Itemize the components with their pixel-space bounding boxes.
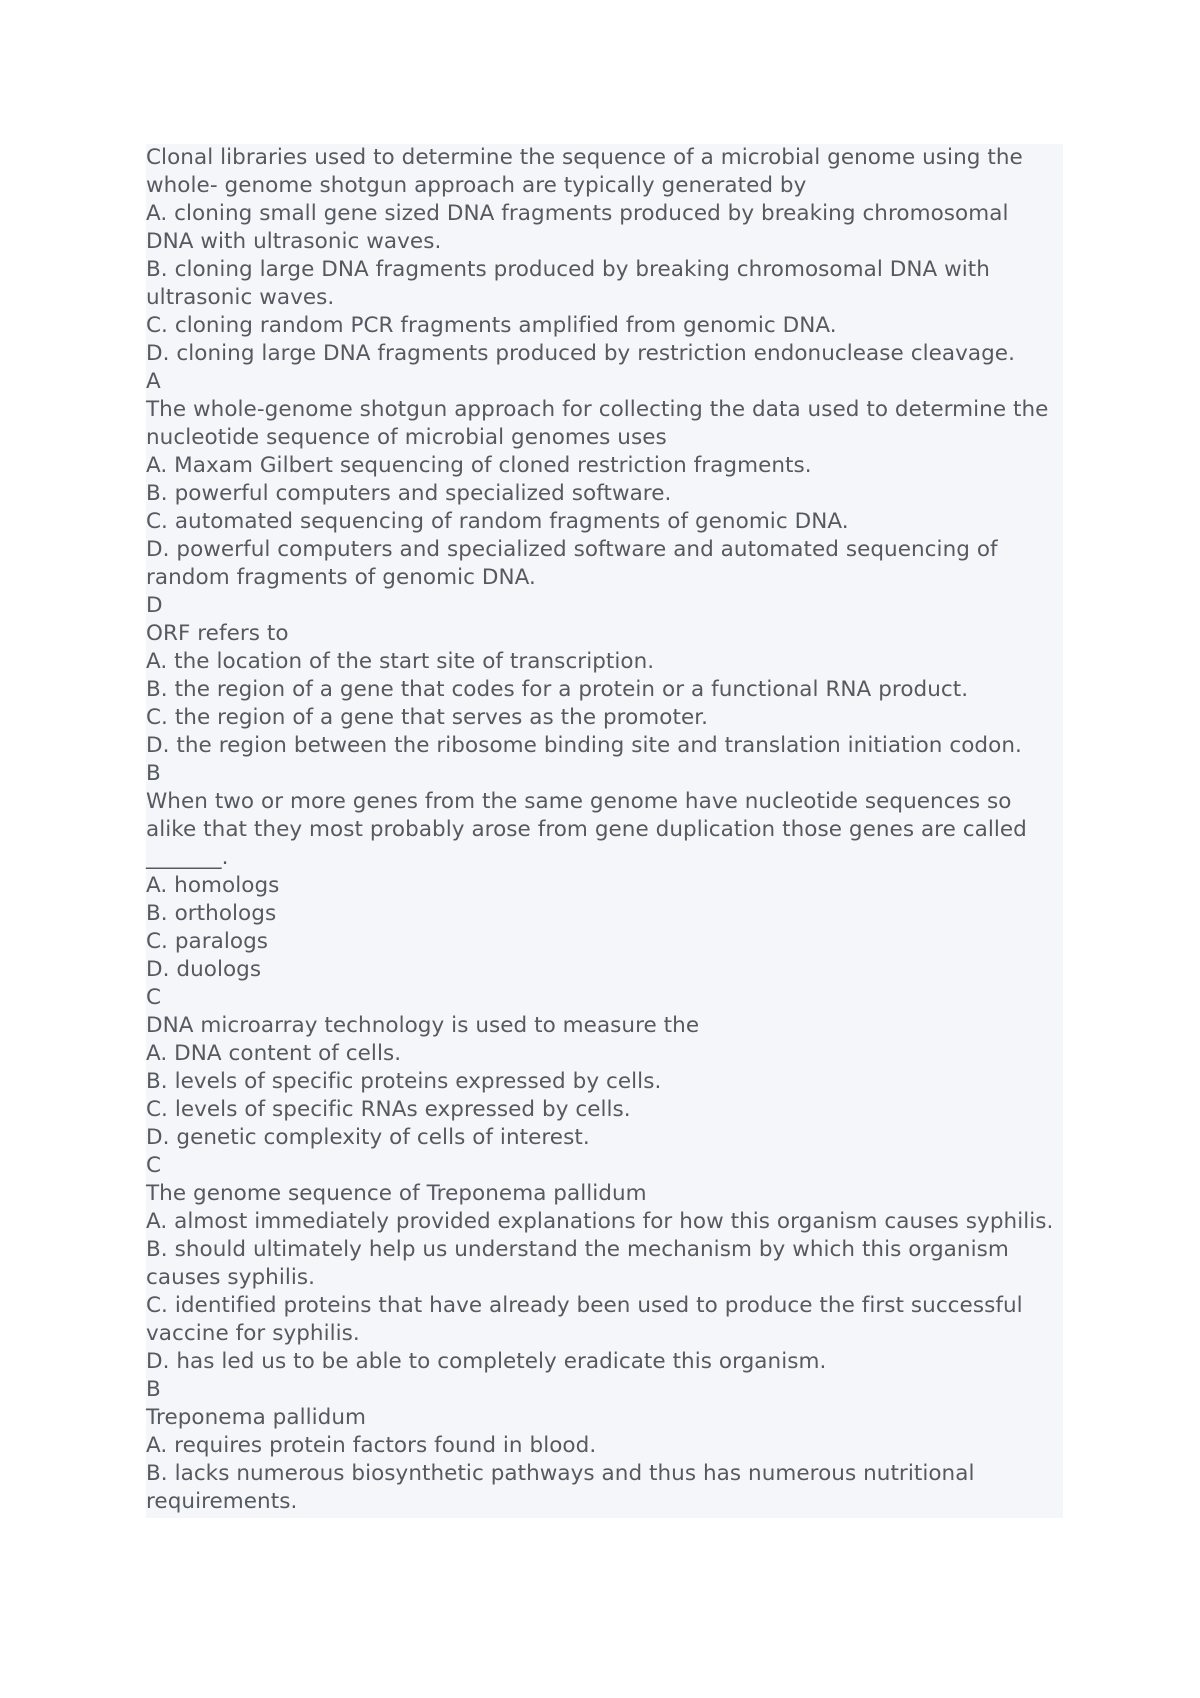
text-line: When two or more genes from the same genome have nucleotide sequences so <box>146 789 1012 814</box>
answer-line: D <box>146 593 163 618</box>
text-line: ultrasonic waves. <box>146 285 335 310</box>
text-line: causes syphilis. <box>146 1265 316 1290</box>
answer-line: C <box>146 985 162 1010</box>
text-line: _______. <box>146 845 229 870</box>
text-line: random fragments of genomic DNA. <box>146 565 536 590</box>
text-line: B. the region of a gene that codes for a protein or a functional RNA product. <box>146 677 969 702</box>
text-line: B. lacks numerous biosynthetic pathways and thus has numerous nutritional <box>146 1461 975 1486</box>
text-line: C. levels of specific RNAs expressed by cells. <box>146 1097 631 1122</box>
text-line: A. cloning small gene sized DNA fragments produced by breaking chromosomal <box>146 201 1009 226</box>
text-line: B. orthologs <box>146 901 277 926</box>
text-line: DNA microarray technology is used to measure the <box>146 1013 700 1038</box>
text-line: ORF refers to <box>146 621 289 646</box>
text-line: A. Maxam Gilbert sequencing of cloned restriction fragments. <box>146 453 812 478</box>
text-line: C. automated sequencing of random fragments of genomic DNA. <box>146 509 849 534</box>
text-line: B. should ultimately help us understand the mechanism by which this organism <box>146 1237 1009 1262</box>
text-line: B. levels of specific proteins expressed by cells. <box>146 1069 662 1094</box>
text-line: D. genetic complexity of cells of interest. <box>146 1125 590 1150</box>
text-line: D. cloning large DNA fragments produced by restriction endonuclease cleavage. <box>146 341 1015 366</box>
text-line: nucleotide sequence of microbial genomes uses <box>146 425 667 450</box>
text-line: Clonal libraries used to determine the sequence of a microbial genome using the <box>146 145 1023 170</box>
text-line: whole- genome shotgun approach are typically generated by <box>146 173 807 198</box>
text-line: alike that they most probably arose from gene duplication those genes are called <box>146 817 1027 842</box>
text-line: A. homologs <box>146 873 280 898</box>
text-line: C. the region of a gene that serves as the promoter. <box>146 705 709 730</box>
question-text-block <box>146 144 1063 1518</box>
text-line: The genome sequence of Treponema pallidum <box>146 1181 647 1206</box>
answer-line: A <box>146 369 161 394</box>
text-line: A. the location of the start site of transcription. <box>146 649 655 674</box>
text-line: Treponema pallidum <box>146 1405 367 1430</box>
text-line: The whole-genome shotgun approach for collecting the data used to determine the <box>146 397 1049 422</box>
text-line: C. cloning random PCR fragments amplified from genomic DNA. <box>146 313 837 338</box>
text-line: A. requires protein factors found in blood. <box>146 1433 597 1458</box>
text-line: DNA with ultrasonic waves. <box>146 229 442 254</box>
text-line: D. has led us to be able to completely eradicate this organism. <box>146 1349 827 1374</box>
text-line: requirements. <box>146 1489 298 1514</box>
text-line: C. paralogs <box>146 929 269 954</box>
text-line: vaccine for syphilis. <box>146 1321 360 1346</box>
text-line: B. cloning large DNA fragments produced by breaking chromosomal DNA with <box>146 257 990 282</box>
answer-line: C <box>146 1153 162 1178</box>
text-line: C. identified proteins that have already been used to produce the first successful <box>146 1293 1023 1318</box>
text-line: D. duologs <box>146 957 262 982</box>
text-line: D. the region between the ribosome binding site and translation initiation codon. <box>146 733 1022 758</box>
text-line: A. almost immediately provided explanations for how this organism causes syphilis. <box>146 1209 1054 1234</box>
text-line: B. powerful computers and specialized software. <box>146 481 672 506</box>
answer-line: B <box>146 1377 161 1402</box>
text-line: D. powerful computers and specialized software and automated sequencing of <box>146 537 998 562</box>
text-line: A. DNA content of cells. <box>146 1041 402 1066</box>
answer-line: B <box>146 761 161 786</box>
